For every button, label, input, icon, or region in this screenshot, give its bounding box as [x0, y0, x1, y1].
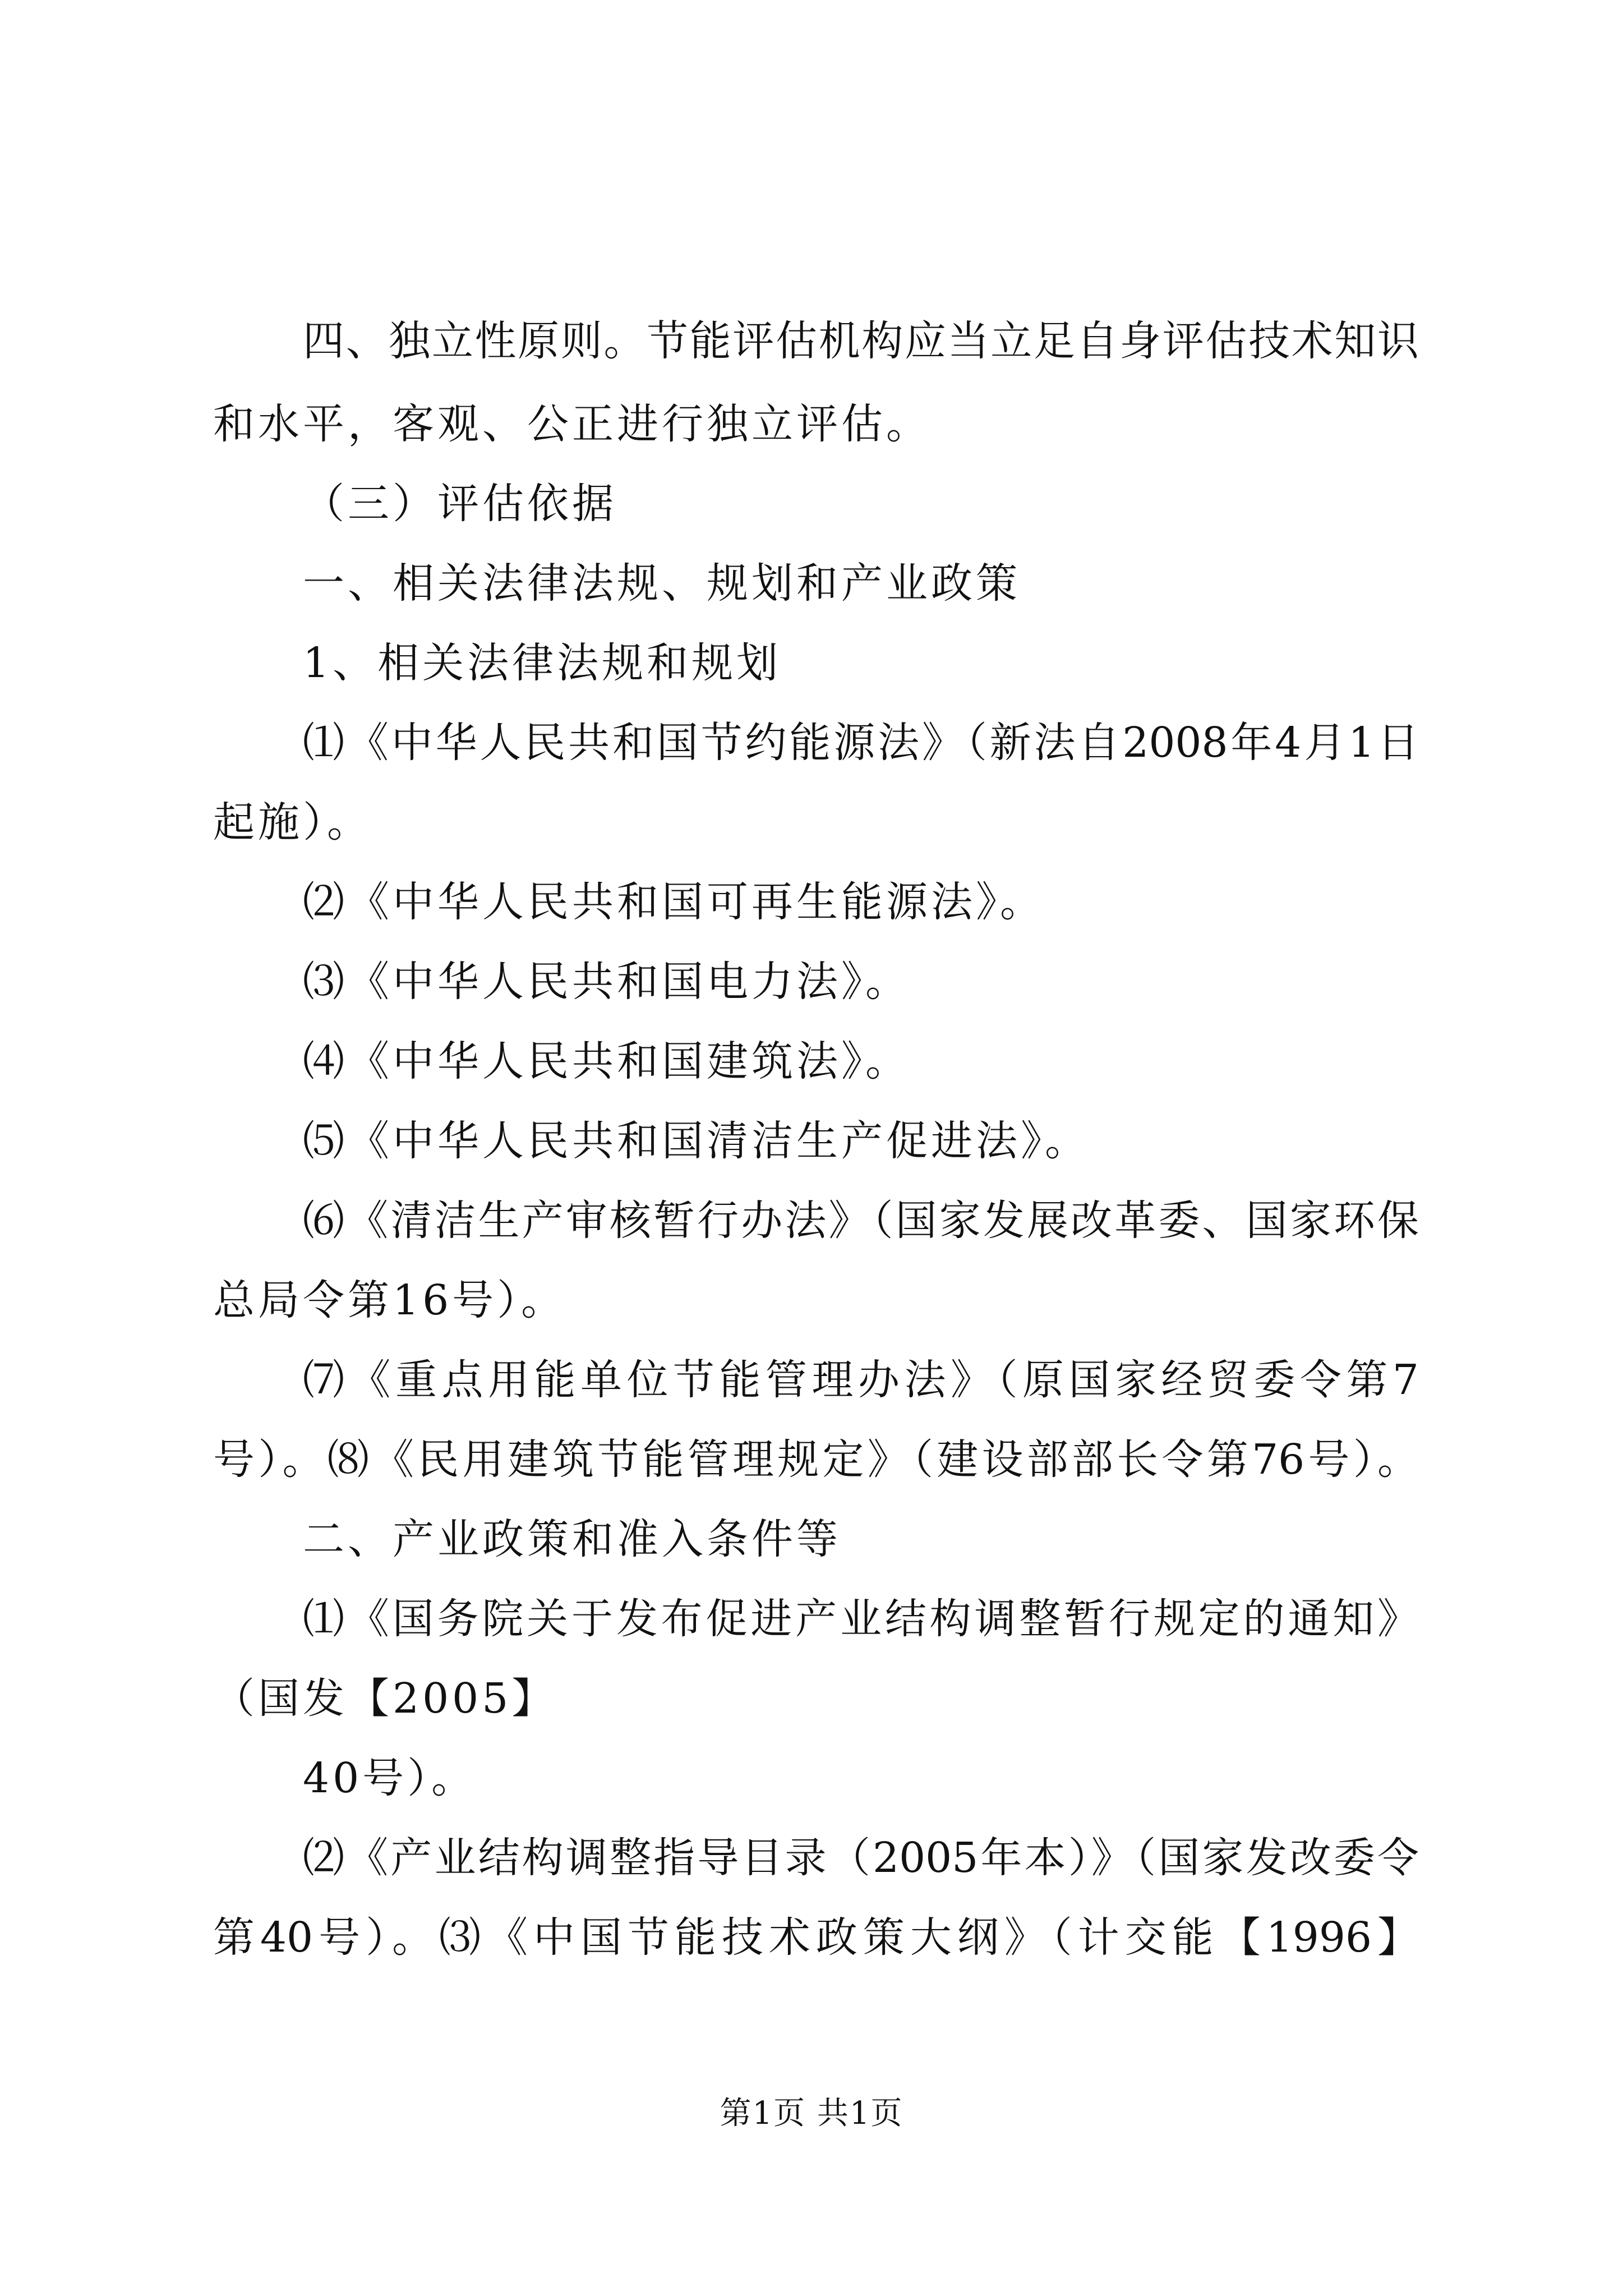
subsection-heading: 1、相关法律法规和规划: [303, 639, 782, 687]
page-footer: 第1页 共1页: [720, 2095, 903, 2132]
section-heading: （三）评估依据: [303, 480, 617, 528]
list-item-line: ⑶《中华人民共和国电力法》。: [303, 958, 910, 1006]
list-item-line: 号）。⑻《民用建筑节能管理规定》（建设部部长令第76号）。: [213, 1435, 1419, 1484]
list-item-line: ⑸《中华人民共和国清洁生产促进法》。: [303, 1117, 1090, 1165]
list-item-line: 第40号）。⑶《中国节能技术政策大纲》（计交能【1996】: [213, 1913, 1419, 1962]
list-item-line: ⑵《中华人民共和国可再生能源法》。: [303, 878, 1045, 926]
list-item-line: ⑴《中华人民共和国节约能源法》（新法自2008年4月1日: [303, 719, 1419, 767]
list-item-line: ⑵《产业结构调整指导目录（2005年本）》（国家发改委令: [303, 1834, 1419, 1882]
section-heading: 二、产业政策和准入条件等: [303, 1515, 841, 1563]
list-item-line: 起施）。: [213, 798, 372, 846]
list-item-line: ⑷《中华人民共和国建筑法》。: [303, 1037, 910, 1085]
paragraph-line: 和水平，客观、公正进行独立评估。: [213, 400, 931, 448]
list-item-line: ⑴《国务院关于发布促进产业结构调整暂行规定的通知》: [303, 1595, 1419, 1643]
list-item-line: 总局令第16号）。: [213, 1276, 566, 1324]
list-item-line: 40号）。: [303, 1754, 477, 1802]
list-item-line: （国发【2005】: [213, 1674, 557, 1723]
paragraph-line: 四、独立性原则。节能评估机构应当立足自身评估技术知识: [303, 317, 1419, 365]
list-item-line: ⑺《重点用能单位节能管理办法》（原国家经贸委令第7: [303, 1356, 1419, 1404]
section-heading: 一、相关法律法规、规划和产业政策: [303, 559, 1021, 608]
list-item-line: ⑹《清洁生产审核暂行办法》（国家发展改革委、国家环保: [303, 1197, 1419, 1245]
